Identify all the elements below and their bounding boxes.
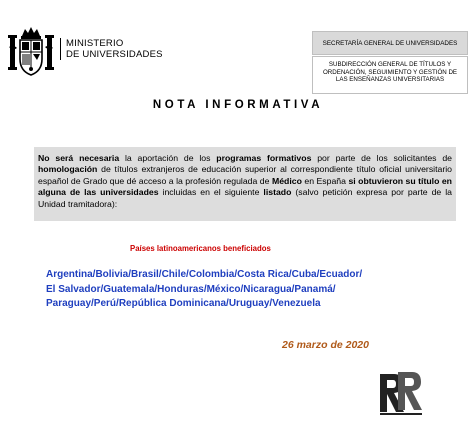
rr-logo-icon xyxy=(376,368,426,418)
note-bold-2: programas formativos xyxy=(216,153,312,163)
note-bold-5: si obtuvieron su título en alguna de las universidades xyxy=(38,175,452,198)
note-bold-3: homologación xyxy=(38,164,98,175)
subdirectorate-box xyxy=(312,56,468,94)
countries-list xyxy=(46,268,446,312)
secretariat-label: SECRETARÍA GENERAL DE UNIVERSIDADES xyxy=(322,39,458,47)
secretariat-box xyxy=(312,31,468,55)
subdirectorate-line-1: SUBDIRECCIÓN GENERAL DE TÍTULOS Y xyxy=(328,61,452,68)
spain-coat-of-arms-icon xyxy=(8,27,54,77)
note-bold-4: Médico xyxy=(271,175,302,186)
page-title: NOTA INFORMATIVA xyxy=(152,99,324,111)
note-text-6: (salvo petición expresa por parte de la Unidad tramitadora): xyxy=(38,187,452,209)
note-text-2: por parte de los solicitantes de xyxy=(311,153,452,163)
countries-heading: Países latinoamericanos beneficiados xyxy=(130,244,271,253)
ministry-line-2: DE UNIVERSIDADES xyxy=(66,49,163,60)
subdirectorate-line-2: ORDENACIÓN, SEGUIMIENTO Y GESTIÓN DE xyxy=(322,68,458,76)
countries-line-1: Argentina/Bolivia/Brasil/Chile/Colombia/Costa Rica/Cuba/Ecuador/ xyxy=(46,269,363,280)
document-date: 26 marzo de 2020 xyxy=(282,339,369,351)
note-text-3: de títulos extranjeros de educación superior al correspondiente título oficial universitario español de Grado que dé acceso a la profesión regulada de xyxy=(38,164,452,186)
ministry-line-1: MINISTERIO xyxy=(66,38,124,49)
note-paragraph xyxy=(34,147,456,221)
note-text-4: en España xyxy=(301,175,349,186)
note-bold-6: listado xyxy=(263,187,292,198)
note-bold-1: No será necesaria xyxy=(38,153,120,163)
ministry-name xyxy=(66,38,163,60)
countries-line-2: El Salvador/Guatemala/Honduras/México/Nicaragua/Panamá/ xyxy=(46,283,336,295)
ministry-divider xyxy=(60,38,61,60)
note-text-5: incluidas en el siguiente xyxy=(158,187,264,198)
note-text-1: la aportación de los xyxy=(119,153,217,163)
countries-line-3: Paraguay/Perú/República Dominicana/Uruguay/Venezuela xyxy=(46,298,321,309)
subdirectorate-line-3: LAS ENSEÑANZAS UNIVERSITARIAS xyxy=(335,76,445,84)
